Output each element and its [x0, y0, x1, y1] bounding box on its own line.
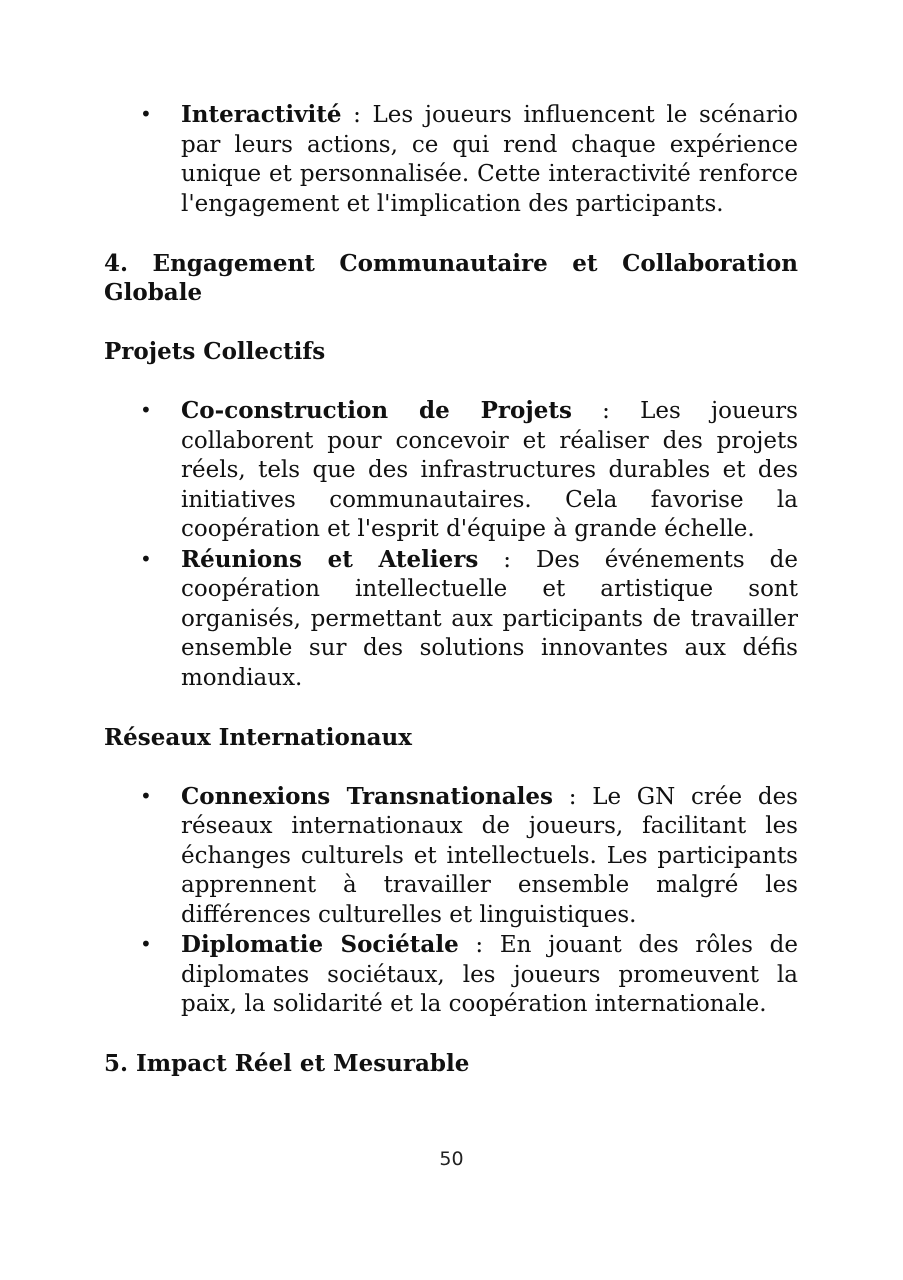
bullet-text: : Le GN crée des réseaux internationaux de joueurs, facilitant les échanges culturels et intellectuels. Les participants apprennent à travailler ensemble malgré les différences culturelles et linguistiques.	[181, 783, 798, 928]
page-number: 50	[439, 1148, 464, 1170]
intro-bullet-list	[104, 100, 798, 219]
list-item	[104, 100, 798, 219]
bullet-text: : Des événements de coopération intellectuelle et artistique sont organisés, permettant aux participants de travailler ensemble sur des solutions innovantes aux défis mondiaux.	[181, 546, 798, 691]
subheading-reseaux-internationaux: Réseaux Internationaux	[104, 723, 412, 751]
bullet-term: Co-construction de Projets	[181, 397, 572, 424]
reseaux-bullet-list	[104, 782, 798, 1020]
subheading-projets-collectifs: Projets Collectifs	[104, 338, 326, 365]
page-content	[104, 100, 798, 1079]
section-heading-4: 4. Engagement Communautaire et Collaboration Globale	[104, 249, 798, 306]
list-item	[104, 930, 798, 1020]
bullet-text: : En jouant des rôles de diplomates sociétaux, les joueurs promeuvent la paix, la solidarité et la coopération internationale.	[181, 932, 798, 1017]
bullet-term: Diplomatie Sociétale	[181, 931, 459, 958]
bullet-text: : Les joueurs collaborent pour concevoir et réaliser des projets réels, tels que des infrastructures durables et des initiatives communautaires. Cela favorise la coopération et l'esprit d'équipe à grande échelle.	[181, 398, 798, 542]
list-item	[104, 782, 798, 931]
list-item	[104, 545, 798, 694]
projets-bullet-list	[104, 396, 798, 693]
bullet-term: Connexions Transnationales	[181, 782, 554, 810]
bullet-term: Réunions et Ateliers	[181, 545, 479, 573]
list-item	[104, 396, 798, 545]
bullet-term: Interactivité	[181, 101, 342, 128]
section-heading-5: 5. Impact Réel et Mesurable	[104, 1050, 470, 1077]
bullet-text: : Les joueurs influencent le scénario par leurs actions, ce qui rend chaque expérience unique et personnalisée. Cette interactivité renforce l'engagement et l'implication des participants.	[181, 102, 798, 217]
